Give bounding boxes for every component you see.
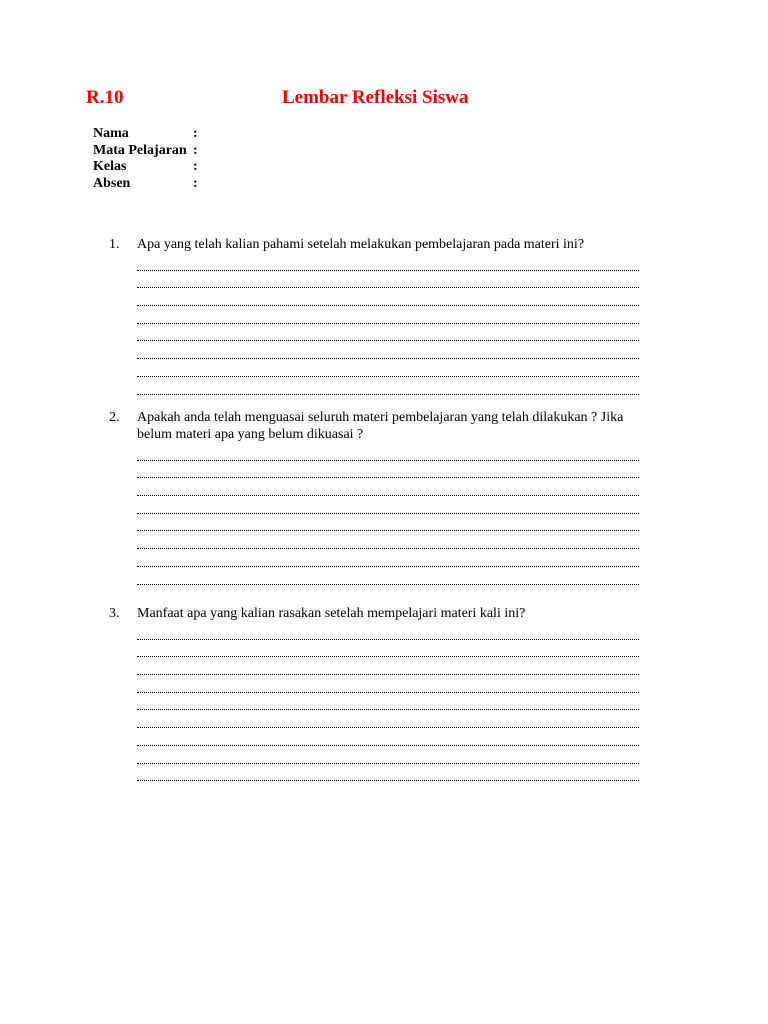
answer-lines [137, 443, 639, 585]
identity-row-kelas [93, 159, 198, 176]
answer-line[interactable] [137, 461, 639, 479]
identity-colon: : [193, 175, 198, 191]
answer-line[interactable] [137, 341, 639, 359]
answer-line[interactable] [137, 306, 639, 324]
answer-line[interactable] [137, 531, 639, 549]
question-number: 3. [109, 606, 120, 621]
answer-line[interactable] [137, 496, 639, 514]
answer-line[interactable] [137, 514, 639, 532]
answer-line[interactable] [137, 746, 639, 764]
answer-line[interactable] [137, 728, 639, 746]
answer-line[interactable] [137, 377, 639, 395]
answer-line[interactable] [137, 253, 639, 271]
answer-line[interactable] [137, 288, 639, 306]
identity-label: Nama [93, 126, 129, 141]
identity-colon: : [193, 142, 198, 158]
question-text: Manfaat apa yang kalian rasakan setelah mempelajari materi kali ini? [137, 606, 526, 621]
identity-label: Absen [93, 175, 131, 191]
identity-row-mata-pelajaran [93, 142, 198, 160]
question-number: 1. [109, 237, 120, 252]
identity-label: Mata Pelajaran [93, 142, 187, 158]
answer-line[interactable] [137, 567, 639, 585]
answer-line[interactable] [137, 710, 639, 728]
answer-line[interactable] [137, 359, 639, 377]
answer-line[interactable] [137, 622, 639, 640]
question-text: Apa yang telah kalian pahami setelah melakukan pembelajaran pada materi ini? [137, 237, 585, 252]
answer-lines [137, 622, 639, 781]
answer-line[interactable] [137, 675, 639, 693]
answer-lines [137, 253, 639, 395]
identity-colon: : [193, 126, 198, 141]
answer-line[interactable] [137, 640, 639, 658]
question-text: Apakah anda telah menguasai seluruh materi pembelajaran yang telah dilakukan ? Jika belum materi apa yang belum dikuasai ? [137, 410, 624, 442]
answer-line[interactable] [137, 443, 639, 461]
identity-row-absen [93, 175, 198, 193]
answer-line[interactable] [137, 657, 639, 675]
answer-line[interactable] [137, 764, 639, 782]
identity-block [93, 126, 198, 192]
answer-line[interactable] [137, 324, 639, 342]
answer-line[interactable] [137, 693, 639, 711]
question-number: 2. [109, 410, 120, 425]
answer-line[interactable] [137, 271, 639, 289]
page-title: Lembar Refleksi Siswa [282, 87, 469, 108]
answer-line[interactable] [137, 478, 639, 496]
identity-row-nama [93, 126, 198, 143]
identity-label: Kelas [93, 159, 127, 174]
page-code: R.10 [86, 87, 124, 108]
answer-line[interactable] [137, 549, 639, 567]
identity-colon: : [193, 159, 198, 174]
